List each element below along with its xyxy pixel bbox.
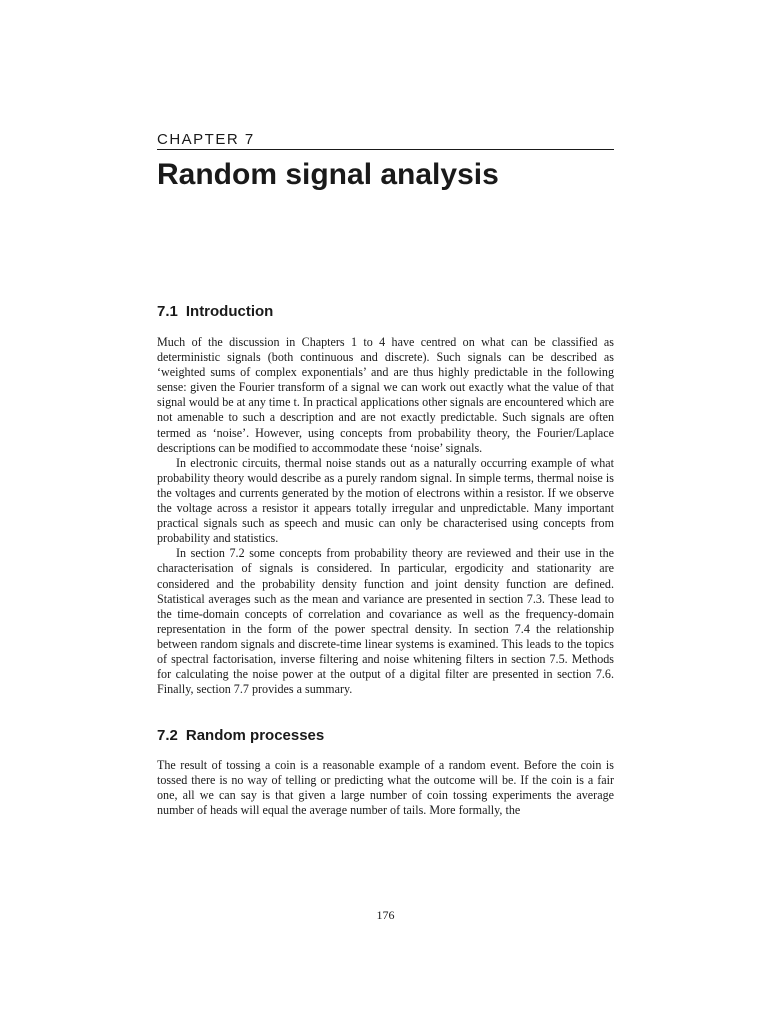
random-processes-body [157,758,614,818]
introduction-body [157,335,614,697]
section-title: Random processes [185,727,325,744]
chapter-title: Random signal analysis [157,158,499,191]
paragraph: In section 7.2 some concepts from probability theory are reviewed and their use in the characterisation of signals is considered. In particular, ergodicity and stationarity are considered and the probability density function and joint density function are defined. Statistical averages such as the mean and variance are presented in section 7.3. These lead to the time-domain concepts of correlation and covariance as well as the frequency-domain representation in the form of the power spectral density. In section 7.4 the relationship between random signals and discrete-time linear systems is examined. This leads to the topics of spectral factorisation, inverse filtering and noise whitening filters in section 7.5. Methods for calculating the noise power at the output of a digital filter are presented in section 7.6. Finally, section 7.7 provides a summary. [157,546,614,697]
section-heading-introduction [157,303,273,321]
paragraph: In electronic circuits, thermal noise stands out as a naturally occurring example of what probability theory would describe as a purely random signal. In simple terms, thermal noise is the voltages and currents generated by the motion of electrons within a resistor. If we observe the voltage across a resistor it appears totally irregular and unpredictable. Many important practical signals such as speech and music can only be characterised using concepts from probability and statistics. [157,455,614,546]
paragraph: The result of tossing a coin is a reasonable example of a random event. Before the coin is tossed there is no way of telling or predicting what the outcome will be. If the coin is a fair one, all we can say is that given a large number of coin tossing experiments the average number of heads will equal the average number of tails. More formally, the [157,758,614,818]
section-number: 7.2 [157,727,178,744]
section-heading-random-processes [157,727,324,745]
paragraph: Much of the discussion in Chapters 1 to 4 have centred on what can be classified as deterministic signals (both continuous and discrete). Such signals can be described as ‘weighted sums of complex exponentials’ and are thus highly predictable in the following sense: given the Fourier transform of a signal we can work out exactly what the value of that signal would be at any time t. In practical applications other signals are encountered which are not amenable to such a description and are not exactly predictable. Such signals are often termed as ‘noise’. However, using concepts from probability theory, the Fourier/Laplace descriptions can be modified to accommodate these ‘noise’ signals. [157,335,614,455]
section-number: 7.1 [157,303,178,320]
section-title: Introduction [185,303,274,320]
page-number: 176 [376,908,395,922]
chapter-label: CHAPTER 7 [157,131,614,150]
